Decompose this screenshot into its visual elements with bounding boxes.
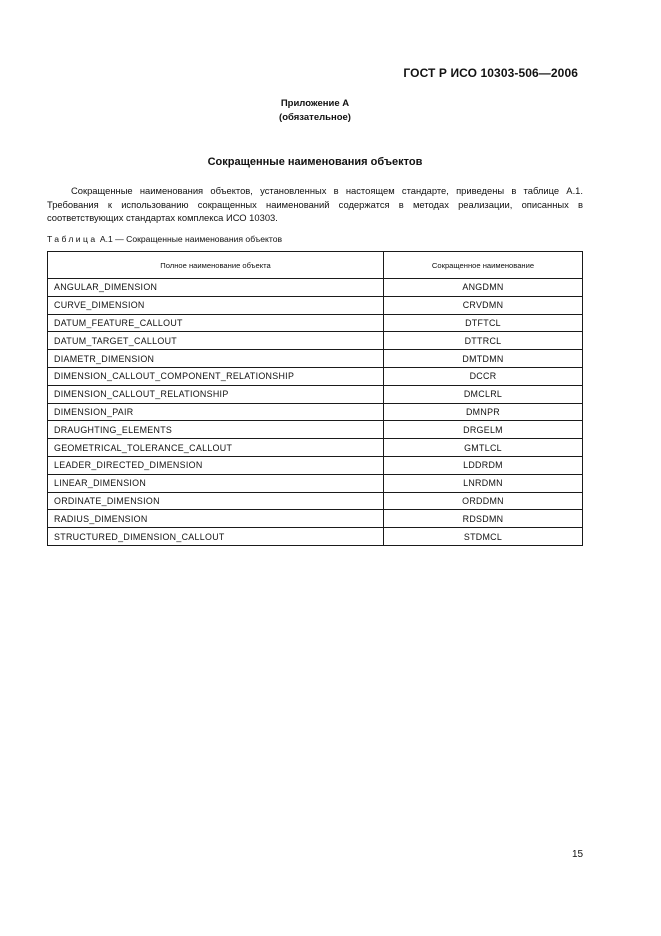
full-name-cell: LEADER_DIRECTED_DIMENSION: [48, 456, 384, 474]
header-full-name: Полное наименование объекта: [48, 252, 384, 279]
table-row: [48, 492, 583, 510]
full-name-cell: DIMENSION_CALLOUT_COMPONENT_RELATIONSHIP: [48, 367, 384, 385]
table-row: [48, 474, 583, 492]
table-caption: [47, 234, 282, 244]
short-name-cell: DMCLRL: [384, 385, 583, 403]
short-name-cell: DMTDMN: [384, 350, 583, 368]
short-name-cell: DRGELM: [384, 421, 583, 439]
header-short-name: Сокращенное наименование: [384, 252, 583, 279]
table-row: [48, 367, 583, 385]
short-name-cell: DTFTCL: [384, 314, 583, 332]
table-row: [48, 528, 583, 546]
annex-heading: [0, 97, 630, 125]
standard-header: ГОСТ Р ИСО 10303-506—2006: [403, 66, 578, 80]
table-row: [48, 296, 583, 314]
full-name-cell: DIAMETR_DIMENSION: [48, 350, 384, 368]
full-name-cell: LINEAR_DIMENSION: [48, 474, 384, 492]
short-name-cell: ORDDMN: [384, 492, 583, 510]
short-name-cell: ANGDMN: [384, 279, 583, 297]
full-name-cell: DATUM_TARGET_CALLOUT: [48, 332, 384, 350]
intro-paragraph: Сокращенные наименования объектов, установленных в настоящем стандарте, приведены в таблице А.1. Требования к использованию сокращенных наименований содержатся в методах реализации, описанных в соответствующих стандартах комплекса ИСО 10303.: [47, 185, 583, 223]
table-row: [48, 314, 583, 332]
full-name-cell: GEOMETRICAL_TOLERANCE_CALLOUT: [48, 439, 384, 457]
full-name-cell: DRAUGHTING_ELEMENTS: [48, 421, 384, 439]
short-name-cell: LDDRDM: [384, 456, 583, 474]
abbreviations-table: [47, 251, 583, 546]
page-number: 15: [572, 849, 584, 860]
table-row: [48, 510, 583, 528]
full-name-cell: ORDINATE_DIMENSION: [48, 492, 384, 510]
short-name-cell: DTTRCL: [384, 332, 583, 350]
short-name-cell: CRVDMN: [384, 296, 583, 314]
table-row: [48, 332, 583, 350]
short-name-cell: DMNPR: [384, 403, 583, 421]
table-row: [48, 385, 583, 403]
table-body: [48, 279, 583, 546]
full-name-cell: RADIUS_DIMENSION: [48, 510, 384, 528]
full-name-cell: DIMENSION_CALLOUT_RELATIONSHIP: [48, 385, 384, 403]
table-row: [48, 456, 583, 474]
table-caption-text: А.1 — Сокращенные наименования объектов: [99, 234, 283, 244]
table-row: [48, 421, 583, 439]
full-name-cell: DATUM_FEATURE_CALLOUT: [48, 314, 384, 332]
short-name-cell: GMTLCL: [384, 439, 583, 457]
annex-title: Приложение А: [280, 98, 350, 109]
section-title: Сокращенные наименования объектов: [207, 156, 423, 168]
table-caption-label: Таблица: [47, 234, 98, 244]
table-row: [48, 350, 583, 368]
table-row: [48, 279, 583, 297]
table-header-row: [48, 252, 583, 279]
short-name-cell: RDSDMN: [384, 510, 583, 528]
table-row: [48, 403, 583, 421]
full-name-cell: CURVE_DIMENSION: [48, 296, 384, 314]
full-name-cell: STRUCTURED_DIMENSION_CALLOUT: [48, 528, 384, 546]
short-name-cell: LNRDMN: [384, 474, 583, 492]
short-name-cell: STDMCL: [384, 528, 583, 546]
full-name-cell: ANGULAR_DIMENSION: [48, 279, 384, 297]
short-name-cell: DCCR: [384, 367, 583, 385]
annex-status: (обязательное): [279, 112, 351, 123]
table-row: [48, 439, 583, 457]
full-name-cell: DIMENSION_PAIR: [48, 403, 384, 421]
